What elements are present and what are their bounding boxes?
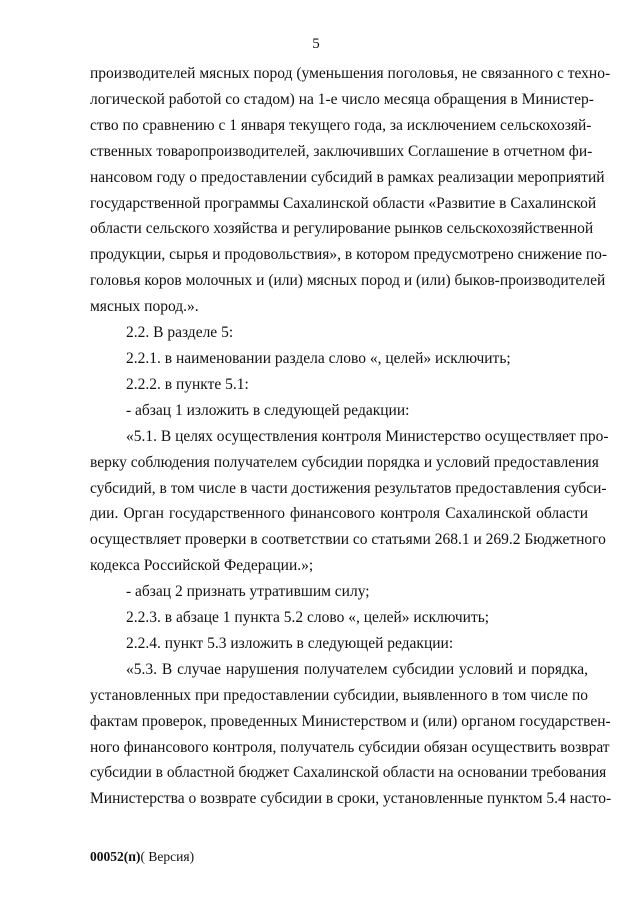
document-version: ( Версия) [140,849,195,864]
text-line: 2.2.1. в наименовании раздела слово «, целей» исключить; [126,349,511,367]
text-line: 2.2.4. пункт 5.3 изложить в следующей редакции: [126,634,454,652]
text-line: субсидий, в том числе в части достижения результатов предоставления субси- [90,479,607,497]
text-line: Министерства о возврате субсидии в сроки, установленные пунктом 5.4 насто- [90,790,612,808]
text-line: продукции, сырья и продовольствия», в котором предусмотрено снижение по- [90,246,608,264]
text-line: 2.2.3. в абзаце 1 пункта 5.2 слово «, целей» исключить; [126,609,490,627]
text-line: субсидии в областной бюджет Сахалинской области на основании требования [90,764,607,782]
text-line: ство по сравнению с 1 января текущего года, за исключением сельскохозяй- [90,116,592,134]
text-line: - абзац 2 признать утратившим силу; [126,583,370,601]
text-line: ственных товаропроизводителей, заключивших Соглашение в отчетном фи- [90,142,593,160]
text-line: кодекса Российской Федерации.»; [90,557,314,575]
text-line: «5.3. В случае нарушения получателем субсидии условий и порядка, [126,660,588,678]
text-line: государственной программы Сахалинской области «Развитие в Сахалинской [90,194,597,212]
text-line: мясных пород.». [90,298,199,316]
text-line: 2.2.2. в пункте 5.1: [126,375,249,393]
text-line: производителей мясных пород (уменьшения поголовья, не связанного с техно- [90,65,611,82]
text-line: головья коров молочных и (или) мясных пород и (или) быков-производителей [90,272,606,290]
document-code: 00052(п) [90,849,141,864]
text-line: установленных при предоставлении субсидии, выявленного в том числе по [90,686,588,704]
page-number: 5 [312,36,320,52]
text-line: дии. Орган государственного финансового контроля Сахалинской области [90,505,588,523]
text-line: осуществляет проверки в соответствии со статьями 268.1 и 269.2 Бюджетного [90,531,606,549]
document-body [90,61,612,812]
text-line: ного финансового контроля, получатель субсидии обязан осуществить возврат [90,738,610,756]
text-line: области сельского хозяйства и регулирование рынков сельскохозяйственной [90,220,594,238]
text-line: логической работой со стадом) на 1-е число месяца обращения в Министер- [90,90,594,108]
text-line: «5.1. В целях осуществления контроля Министерство осуществляет про- [126,427,609,445]
text-line: верку соблюдения получателем субсидии порядка и условий предоставления [90,453,599,471]
footer [90,849,194,865]
text-line: - абзац 1 изложить в следующей редакции: [126,401,410,419]
text-line: фактам проверок, проведенных Министерством и (или) органом государствен- [90,712,611,730]
text-line: 2.2. В разделе 5: [126,324,234,342]
text-line: нансовом году о предоставлении субсидий в рамках реализации мероприятий [90,168,605,186]
